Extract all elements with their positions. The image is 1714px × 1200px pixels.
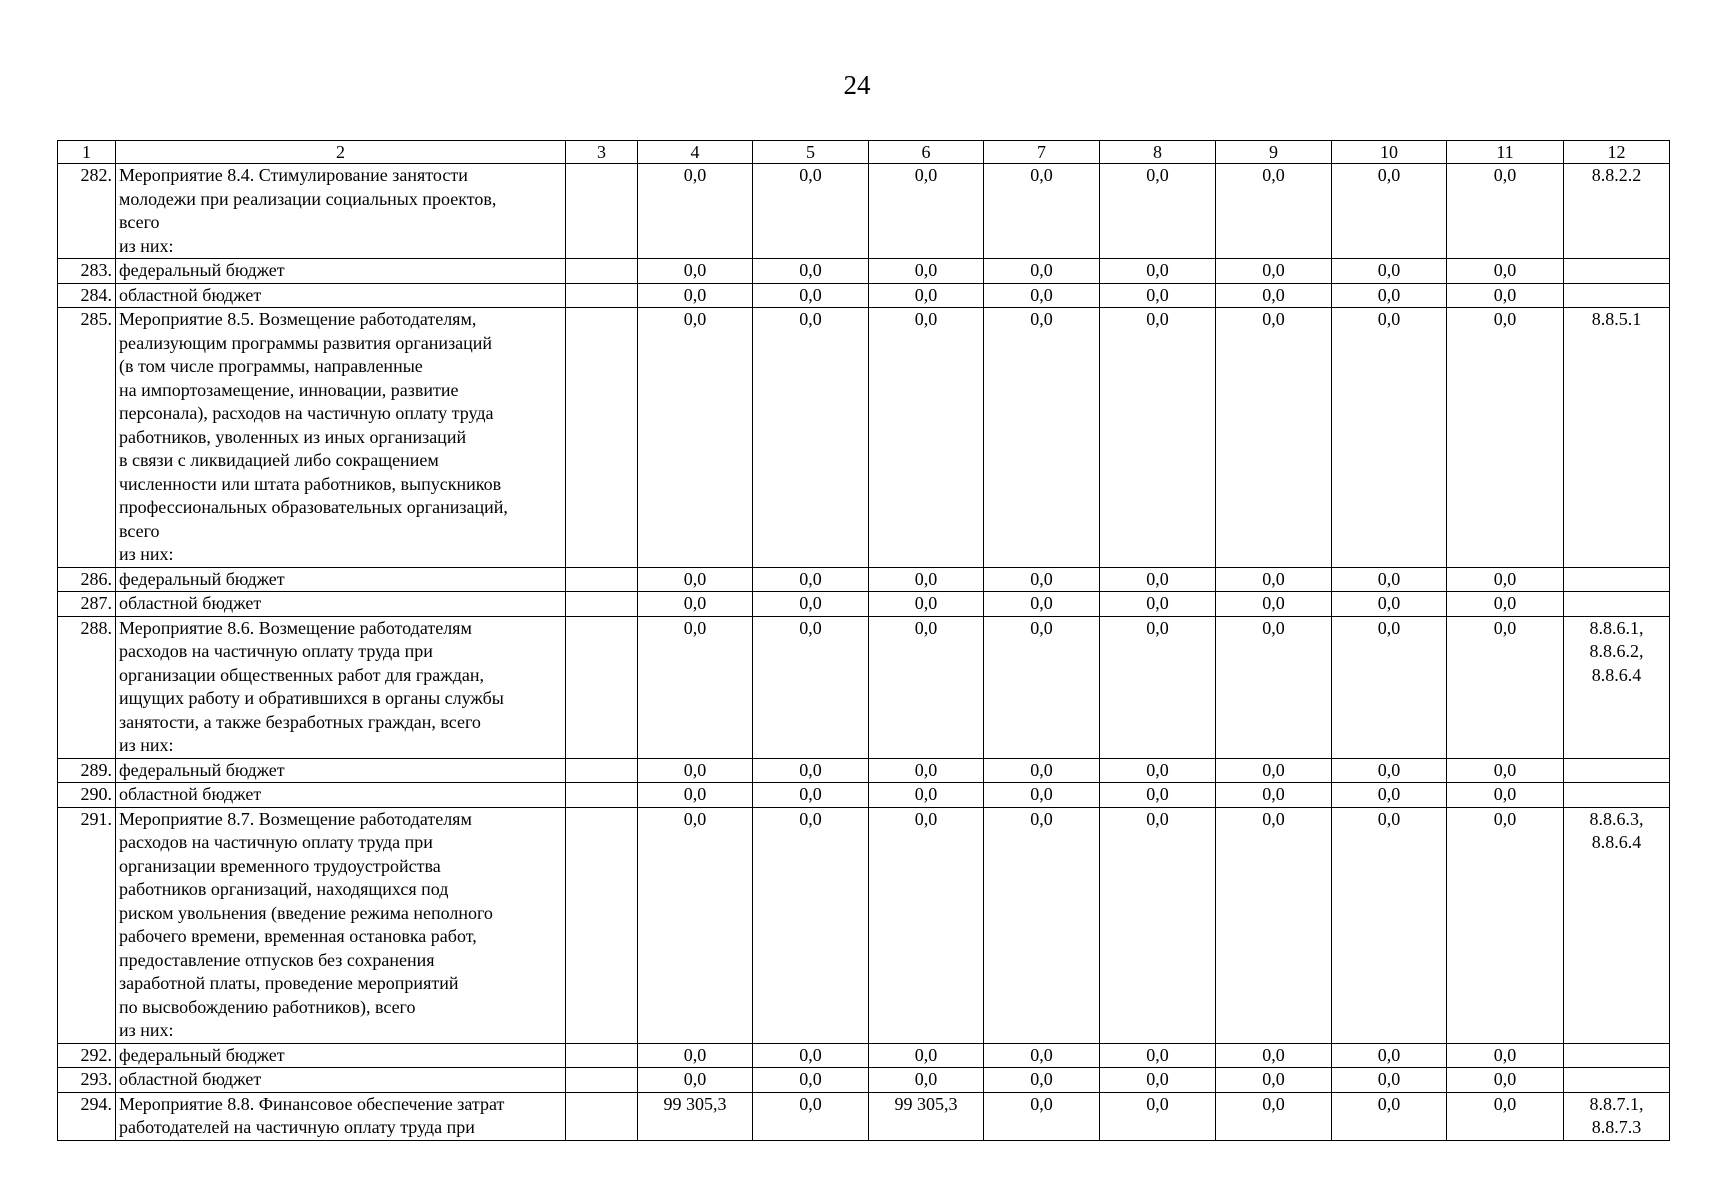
cell-col-5: 0,0 [753, 1092, 869, 1140]
cell-col-8: 0,0 [1100, 1043, 1216, 1068]
row-name [116, 259, 566, 284]
cell-col-5: 0,0 [753, 567, 869, 592]
cell-col-11: 0,0 [1447, 758, 1564, 783]
cell-col-7: 0,0 [984, 616, 1100, 758]
cell-col-9: 0,0 [1216, 1043, 1332, 1068]
row-number: 282. [58, 164, 116, 259]
cell-col-10: 0,0 [1332, 758, 1447, 783]
cell-col-11: 0,0 [1447, 1068, 1564, 1093]
cell-col-7: 0,0 [984, 1068, 1100, 1093]
row-number: 289. [58, 758, 116, 783]
row-name [116, 1043, 566, 1068]
col-header-2: 2 [116, 141, 566, 164]
row-name [116, 592, 566, 617]
cell-col-7: 0,0 [984, 758, 1100, 783]
cell-col-9: 0,0 [1216, 259, 1332, 284]
cell-col-9: 0,0 [1216, 283, 1332, 308]
cell-col-5: 0,0 [753, 283, 869, 308]
cell-col-4: 0,0 [638, 308, 753, 568]
row-name-text: Мероприятие 8.8. Финансовое обеспечение затрат работодателей на частичную оплату труда при [119, 1093, 505, 1137]
col-header-9: 9 [1216, 141, 1332, 164]
cell-col-11: 0,0 [1447, 783, 1564, 808]
row-name-text: областной бюджет [119, 284, 262, 305]
cell-col-11: 0,0 [1447, 283, 1564, 308]
table-row [58, 807, 1670, 1043]
col-header-8: 8 [1100, 141, 1216, 164]
row-number: 287. [58, 592, 116, 617]
row-number: 292. [58, 1043, 116, 1068]
row-code [1564, 567, 1670, 592]
row-number: 288. [58, 616, 116, 758]
table-row [58, 1043, 1670, 1068]
cell-col-10: 0,0 [1332, 259, 1447, 284]
cell-col-4: 0,0 [638, 164, 753, 259]
cell-col-11: 0,0 [1447, 259, 1564, 284]
cell-col-6: 0,0 [869, 1068, 984, 1093]
cell-col-8: 0,0 [1100, 567, 1216, 592]
cell-col-6: 0,0 [869, 592, 984, 617]
cell-col-3 [566, 1092, 638, 1140]
cell-col-6: 0,0 [869, 616, 984, 758]
row-name [116, 283, 566, 308]
row-name [116, 308, 566, 568]
row-number: 285. [58, 308, 116, 568]
cell-col-3 [566, 592, 638, 617]
table-row [58, 283, 1670, 308]
row-name-text: федеральный бюджет [119, 568, 285, 589]
cell-col-4: 0,0 [638, 567, 753, 592]
cell-col-7: 0,0 [984, 164, 1100, 259]
cell-col-6: 0,0 [869, 807, 984, 1043]
row-name-text: Мероприятие 8.7. Возмещение работодателям расходов на частичную оплату труда при организации временного трудоустройства работников организаций, находящихся под риском увольнения (введение режима неполного рабочего времени, временная остановка работ, предоставление отпусков без сохранения заработной платы, проведение мероприятий по высвобождению работников), всего из них: [119, 808, 493, 1040]
cell-col-10: 0,0 [1332, 1068, 1447, 1093]
cell-col-3 [566, 308, 638, 568]
cell-col-10: 0,0 [1332, 1043, 1447, 1068]
row-code: 8.8.5.1 [1564, 308, 1670, 568]
cell-col-4: 0,0 [638, 807, 753, 1043]
col-header-1: 1 [58, 141, 116, 164]
cell-col-3 [566, 283, 638, 308]
row-number: 291. [58, 807, 116, 1043]
table-row [58, 592, 1670, 617]
cell-col-9: 0,0 [1216, 164, 1332, 259]
cell-col-7: 0,0 [984, 259, 1100, 284]
row-name [116, 1068, 566, 1093]
cell-col-5: 0,0 [753, 1043, 869, 1068]
cell-col-11: 0,0 [1447, 807, 1564, 1043]
table-row [58, 567, 1670, 592]
budget-table [57, 140, 1670, 1141]
cell-col-5: 0,0 [753, 308, 869, 568]
table-row [58, 259, 1670, 284]
cell-col-4: 0,0 [638, 1043, 753, 1068]
cell-col-9: 0,0 [1216, 616, 1332, 758]
cell-col-4: 0,0 [638, 283, 753, 308]
row-code [1564, 783, 1670, 808]
table-row [58, 308, 1670, 568]
row-number: 284. [58, 283, 116, 308]
cell-col-4: 0,0 [638, 259, 753, 284]
cell-col-10: 0,0 [1332, 1092, 1447, 1140]
cell-col-3 [566, 567, 638, 592]
cell-col-8: 0,0 [1100, 783, 1216, 808]
row-name [116, 164, 566, 259]
page-number: 24 [843, 70, 871, 100]
row-name [116, 1092, 566, 1140]
col-header-12: 12 [1564, 141, 1670, 164]
cell-col-4: 0,0 [638, 592, 753, 617]
row-code [1564, 758, 1670, 783]
col-header-6: 6 [869, 141, 984, 164]
cell-col-5: 0,0 [753, 616, 869, 758]
cell-col-6: 0,0 [869, 259, 984, 284]
cell-col-9: 0,0 [1216, 783, 1332, 808]
table-row [58, 1092, 1670, 1140]
table-row [58, 1068, 1670, 1093]
row-name-text: федеральный бюджет [119, 759, 285, 780]
row-name [116, 783, 566, 808]
cell-col-11: 0,0 [1447, 567, 1564, 592]
cell-col-8: 0,0 [1100, 592, 1216, 617]
cell-col-6: 0,0 [869, 308, 984, 568]
cell-col-7: 0,0 [984, 783, 1100, 808]
table-row [58, 783, 1670, 808]
cell-col-7: 0,0 [984, 1092, 1100, 1140]
row-number: 294. [58, 1092, 116, 1140]
cell-col-11: 0,0 [1447, 164, 1564, 259]
cell-col-8: 0,0 [1100, 259, 1216, 284]
cell-col-6: 0,0 [869, 283, 984, 308]
cell-col-6: 0,0 [869, 1043, 984, 1068]
col-header-7: 7 [984, 141, 1100, 164]
cell-col-3 [566, 1043, 638, 1068]
cell-col-4: 0,0 [638, 1068, 753, 1093]
cell-col-4: 99 305,3 [638, 1092, 753, 1140]
cell-col-11: 0,0 [1447, 308, 1564, 568]
row-number: 290. [58, 783, 116, 808]
row-code [1564, 1068, 1670, 1093]
cell-col-9: 0,0 [1216, 308, 1332, 568]
cell-col-11: 0,0 [1447, 1043, 1564, 1068]
cell-col-3 [566, 164, 638, 259]
row-name [116, 807, 566, 1043]
cell-col-7: 0,0 [984, 308, 1100, 568]
row-code: 8.8.7.1, 8.8.7.3 [1564, 1092, 1670, 1140]
col-header-5: 5 [753, 141, 869, 164]
row-name [116, 567, 566, 592]
row-name-text: Мероприятие 8.4. Стимулирование занятости молодежи при реализации социальных проектов, всего из них: [119, 165, 497, 256]
cell-col-8: 0,0 [1100, 616, 1216, 758]
cell-col-3 [566, 616, 638, 758]
cell-col-9: 0,0 [1216, 1068, 1332, 1093]
cell-col-8: 0,0 [1100, 308, 1216, 568]
cell-col-6: 99 305,3 [869, 1092, 984, 1140]
cell-col-5: 0,0 [753, 259, 869, 284]
cell-col-10: 0,0 [1332, 283, 1447, 308]
col-header-11: 11 [1447, 141, 1564, 164]
row-name-text: федеральный бюджет [119, 1044, 285, 1065]
row-number: 286. [58, 567, 116, 592]
row-code [1564, 259, 1670, 284]
row-code: 8.8.6.3, 8.8.6.4 [1564, 807, 1670, 1043]
cell-col-5: 0,0 [753, 783, 869, 808]
cell-col-4: 0,0 [638, 758, 753, 783]
cell-col-7: 0,0 [984, 283, 1100, 308]
cell-col-10: 0,0 [1332, 164, 1447, 259]
row-code: 8.8.2.2 [1564, 164, 1670, 259]
col-header-10: 10 [1332, 141, 1447, 164]
cell-col-8: 0,0 [1100, 1092, 1216, 1140]
cell-col-10: 0,0 [1332, 308, 1447, 568]
cell-col-11: 0,0 [1447, 1092, 1564, 1140]
cell-col-7: 0,0 [984, 567, 1100, 592]
cell-col-3 [566, 807, 638, 1043]
row-number: 283. [58, 259, 116, 284]
cell-col-4: 0,0 [638, 616, 753, 758]
cell-col-5: 0,0 [753, 1068, 869, 1093]
table-row [58, 616, 1670, 758]
cell-col-3 [566, 1068, 638, 1093]
cell-col-9: 0,0 [1216, 592, 1332, 617]
cell-col-4: 0,0 [638, 783, 753, 808]
cell-col-11: 0,0 [1447, 592, 1564, 617]
table-row [58, 164, 1670, 259]
cell-col-3 [566, 758, 638, 783]
cell-col-9: 0,0 [1216, 807, 1332, 1043]
cell-col-8: 0,0 [1100, 807, 1216, 1043]
cell-col-10: 0,0 [1332, 807, 1447, 1043]
row-name-text: Мероприятие 8.6. Возмещение работодателям расходов на частичную оплату труда при организации общественных работ для граждан, ищущих работу и обратившихся в органы службы занятости, а также безработных граждан, всего из них: [119, 617, 504, 755]
cell-col-6: 0,0 [869, 164, 984, 259]
table-row [58, 758, 1670, 783]
cell-col-10: 0,0 [1332, 592, 1447, 617]
row-name [116, 616, 566, 758]
cell-col-6: 0,0 [869, 758, 984, 783]
cell-col-5: 0,0 [753, 592, 869, 617]
row-name-text: федеральный бюджет [119, 260, 285, 280]
cell-col-6: 0,0 [869, 567, 984, 592]
table-body [58, 141, 1670, 1141]
row-code [1564, 592, 1670, 617]
cell-col-10: 0,0 [1332, 783, 1447, 808]
cell-col-8: 0,0 [1100, 283, 1216, 308]
row-name-text: Мероприятие 8.5. Возмещение работодателям, реализующим программы развития организаций (в том числе программы, направленные на импортозамещение, инновации, развитие персонала), расходов на частичную оплату труда работников, уволенных из иных организаций в связи с ликвидацией либо сокращением численности или штата работников, выпускников профессиональных образовательных организаций, всего из них: [119, 309, 508, 564]
row-code [1564, 1043, 1670, 1068]
row-name-text: областной бюджет [119, 593, 262, 613]
cell-col-9: 0,0 [1216, 1092, 1332, 1140]
cell-col-5: 0,0 [753, 807, 869, 1043]
column-number-row [58, 141, 1670, 164]
cell-col-8: 0,0 [1100, 1068, 1216, 1093]
cell-col-9: 0,0 [1216, 567, 1332, 592]
cell-col-3 [566, 783, 638, 808]
row-name-text: областной бюджет [119, 1069, 262, 1089]
cell-col-5: 0,0 [753, 758, 869, 783]
cell-col-10: 0,0 [1332, 616, 1447, 758]
cell-col-10: 0,0 [1332, 567, 1447, 592]
cell-col-8: 0,0 [1100, 164, 1216, 259]
cell-col-5: 0,0 [753, 164, 869, 259]
cell-col-9: 0,0 [1216, 758, 1332, 783]
row-code: 8.8.6.1, 8.8.6.2, 8.8.6.4 [1564, 616, 1670, 758]
cell-col-11: 0,0 [1447, 616, 1564, 758]
cell-col-8: 0,0 [1100, 758, 1216, 783]
cell-col-7: 0,0 [984, 807, 1100, 1043]
row-code [1564, 283, 1670, 308]
row-name [116, 758, 566, 783]
cell-col-6: 0,0 [869, 783, 984, 808]
row-number: 293. [58, 1068, 116, 1093]
row-name-text: областной бюджет [119, 784, 262, 804]
cell-col-7: 0,0 [984, 592, 1100, 617]
cell-col-3 [566, 259, 638, 284]
col-header-4: 4 [638, 141, 753, 164]
col-header-3: 3 [566, 141, 638, 164]
cell-col-7: 0,0 [984, 1043, 1100, 1068]
